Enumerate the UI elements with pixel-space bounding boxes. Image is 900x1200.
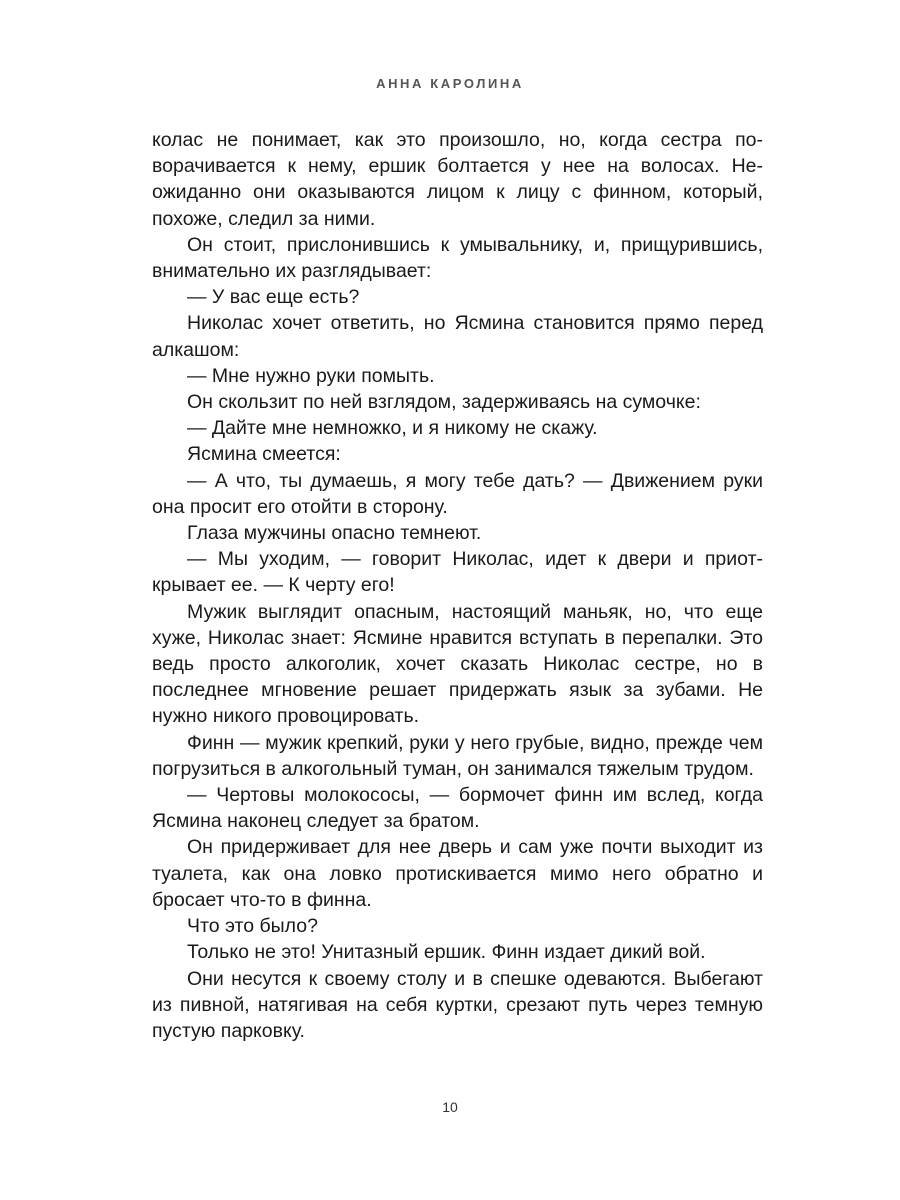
paragraph: — Чертовы молокососы, — бормочет финн им вслед, когда Ясмина наконец следует за братом. — [152, 784, 763, 833]
paragraph: Он стоит, прислонившись к умывальнику, и, прищурившись, внимательно их разглядывает: — [152, 233, 763, 283]
paragraph: Только не это! Унитазный ершик. Финн издает дикий вой. — [187, 941, 706, 964]
paragraph: Глаза мужчины опасно темнеют. — [187, 522, 482, 545]
paragraph: Ясмина смеется: — [187, 443, 341, 466]
paragraph: — У вас еще есть? — [187, 286, 360, 309]
paragraph: — Мы уходим, — говорит Николас, идет к двери и приоткрывает ее. — К черту его! — [152, 548, 763, 597]
paragraph: Что это было? — [187, 915, 318, 938]
paragraph: колас не понимает, как это произошло, но, когда сестра поворачивается к нему, ершик болтается у нее на волосах. Неожиданно они оказываются лицом к лицу с финном, который, похоже, следил за ними. — [152, 129, 763, 230]
paragraph: Он скользит по ней взглядом, задерживаясь на сумочке: — [187, 391, 701, 414]
body-text — [152, 127, 763, 1044]
paragraph: Финн — мужик крепкий, руки у него грубые, видно, прежде чем погрузиться в алкогольный туман, он занимался тяжелым трудом. — [152, 731, 763, 780]
page-number: 10 — [442, 1099, 458, 1115]
paragraph: — А что, ты думаешь, я могу тебе дать? — Движением руки она просит его отойти в сторону. — [152, 469, 763, 518]
paragraph: Они несутся к своему столу и в спешке одеваются. Выбегают из пивной, натягивая на себя куртки, срезают путь через темную пустую парковку. — [152, 967, 763, 1042]
paragraph: Николас хочет ответить, но Ясмина становится прямо перед алкашом: — [152, 312, 763, 361]
paragraph: Он придерживает для нее дверь и сам уже почти выходит из туалета, как она ловко протискивается мимо него обратно и бросает что-то в финна. — [152, 836, 763, 911]
running-head: АННА КАРОЛИНА — [376, 76, 524, 91]
paragraph: Мужик выглядит опасным, настоящий маньяк, но, что еще хуже, Николас знает: Ясмине нравится вступать в перепалки. Это ведь просто алкоголик, хочет сказать Николас сестре, но в последнее мгновение решает придержать язык за зубами. Не нужно никого провоцировать. — [152, 600, 763, 728]
paragraph: — Дайте мне немножко, и я никому не скажу. — [187, 417, 598, 440]
paragraph: — Мне нужно руки помыть. — [187, 364, 435, 387]
